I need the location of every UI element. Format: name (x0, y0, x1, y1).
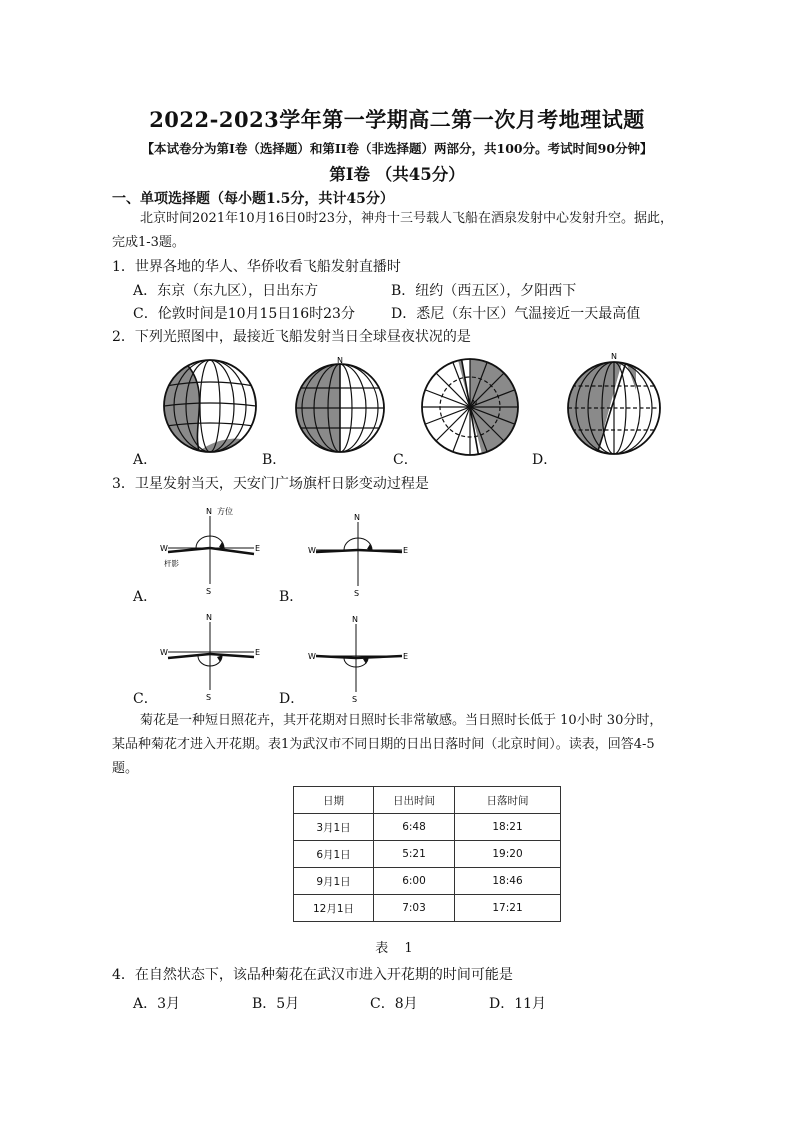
shadow-c-south: S (206, 693, 212, 702)
exam-title: 2022-2023学年第一学期高二第一次月考地理试题 (149, 107, 645, 132)
shadow-diagram-c (160, 610, 270, 702)
shadow-d-south: S (352, 695, 358, 704)
shadow-label-d: D． (279, 691, 305, 707)
shadow-d-north: N (352, 615, 358, 624)
table-cell-sunrise: 6:00 (374, 868, 455, 895)
table-cell-sunrise: 5:21 (374, 841, 455, 868)
section-title: 一、单项选择题（每小题1.5分，共计45分） (112, 191, 394, 207)
globe-c-north-label: N (472, 399, 478, 407)
passage1-line2: 完成1-3题。 (112, 235, 185, 250)
table-row (294, 814, 561, 841)
shadow-d-west: W (308, 652, 316, 661)
shadow-label-a: A． (133, 589, 158, 605)
table-caption: 表 1 (375, 941, 419, 956)
shadow-b-north: N (354, 513, 360, 522)
volume-title: 第I卷 （共45分） (329, 165, 465, 184)
table-row (294, 841, 561, 868)
passage2-line2: 某品种菊花才进入开花期。表1为武汉市不同日期的日出日落时间（北京时间）。读表，回答4-5 (112, 737, 655, 752)
question-2-stem: 2．下列光照图中，最接近飞船发射当日全球昼夜状况的是 (112, 329, 471, 345)
shadow-diagram-d (308, 612, 418, 704)
globe-diagram-b (290, 356, 390, 456)
shadow-diagram-b (308, 508, 418, 600)
passage1-line1: 北京时间2021年10月16日0时23分，神舟十三号载人飞船在酒泉发射中心发射升空。据此， (140, 211, 673, 226)
table-header-row (294, 787, 561, 814)
question-4-option-b: B．5月 (252, 996, 300, 1012)
table-cell-sunrise: 6:48 (374, 814, 455, 841)
globe-diagram-d (564, 350, 664, 458)
shadow-b-west: W (308, 546, 316, 555)
globe-diagram-a (160, 356, 260, 456)
table-cell-sunset: 17:21 (455, 895, 561, 922)
question-4-option-c: C．8月 (370, 996, 418, 1012)
shadow-c-west: W (160, 648, 168, 657)
question-1-option-a: A．东京（东九区），日出东方 (133, 283, 319, 299)
shadow-a-west: W (160, 544, 168, 553)
shadow-a-south: S (206, 587, 212, 596)
question-4-stem: 4．在自然状态下，该品种菊花在武汉市进入开花期的时间可能是 (112, 967, 513, 983)
globe-label-d: D． (532, 452, 558, 468)
shadow-a-direction-label: 方位 (217, 507, 233, 516)
question-1-stem: 1．世界各地的华人、华侨收看飞船发射直播时 (112, 259, 401, 275)
shadow-c-north: N (206, 613, 212, 622)
question-4-option-d: D．11月 (489, 996, 547, 1012)
shadow-label-b: B． (279, 589, 304, 605)
table-row (294, 868, 561, 895)
exam-note: 【本试卷分为第I卷（选择题）和第II卷（非选择题）两部分，共100分。考试时间90分钟】 (141, 141, 653, 156)
table-cell-date: 3月1日 (294, 814, 374, 841)
question-3-stem: 3．卫星发射当天，天安门广场旗杆日影变动过程是 (112, 476, 429, 492)
shadow-b-east: E (403, 546, 409, 555)
table-cell-date: 9月1日 (294, 868, 374, 895)
globe-label-b: B． (262, 452, 287, 468)
passage2-line3: 题。 (112, 761, 139, 776)
passage2-line1: 菊花是一种短日照花卉，其开花期对日照时长非常敏感。当日照时长低于 10小时 30分时， (140, 713, 663, 728)
globe-diagram-c (419, 356, 521, 458)
table-cell-sunset: 18:46 (455, 868, 561, 895)
shadow-b-south: S (354, 589, 360, 598)
question-4-option-a: A．3月 (133, 996, 181, 1012)
table-header-sunrise: 日出时间 (374, 787, 455, 814)
question-1-option-c: C．伦敦时间是10月15日16时23分 (133, 306, 355, 322)
shadow-c-east: E (255, 648, 261, 657)
globe-label-a: A． (133, 452, 158, 468)
table-cell-date: 6月1日 (294, 841, 374, 868)
table-row (294, 895, 561, 922)
question-1-option-b: B．纽约（西五区），夕阳西下 (391, 283, 577, 299)
globe-label-c: C． (393, 452, 418, 468)
table-cell-date: 12月1日 (294, 895, 374, 922)
shadow-d-east: E (403, 652, 409, 661)
shadow-diagram-a (160, 502, 270, 600)
shadow-a-east: E (255, 544, 261, 553)
shadow-a-shadow-label: 杆影 (164, 559, 179, 568)
table-header-sunset: 日落时间 (455, 787, 561, 814)
shadow-a-north: N (206, 507, 212, 516)
question-1-option-d: D．悉尼（东十区）气温接近一天最高值 (391, 306, 641, 322)
globe-d-north-label: N (611, 352, 617, 361)
globe-b-north-label: N (337, 356, 343, 365)
shadow-label-c: C． (133, 691, 158, 707)
sunrise-sunset-table (293, 786, 561, 922)
table-cell-sunset: 18:21 (455, 814, 561, 841)
table-cell-sunrise: 7:03 (374, 895, 455, 922)
table-header-date: 日期 (294, 787, 374, 814)
table-cell-sunset: 19:20 (455, 841, 561, 868)
